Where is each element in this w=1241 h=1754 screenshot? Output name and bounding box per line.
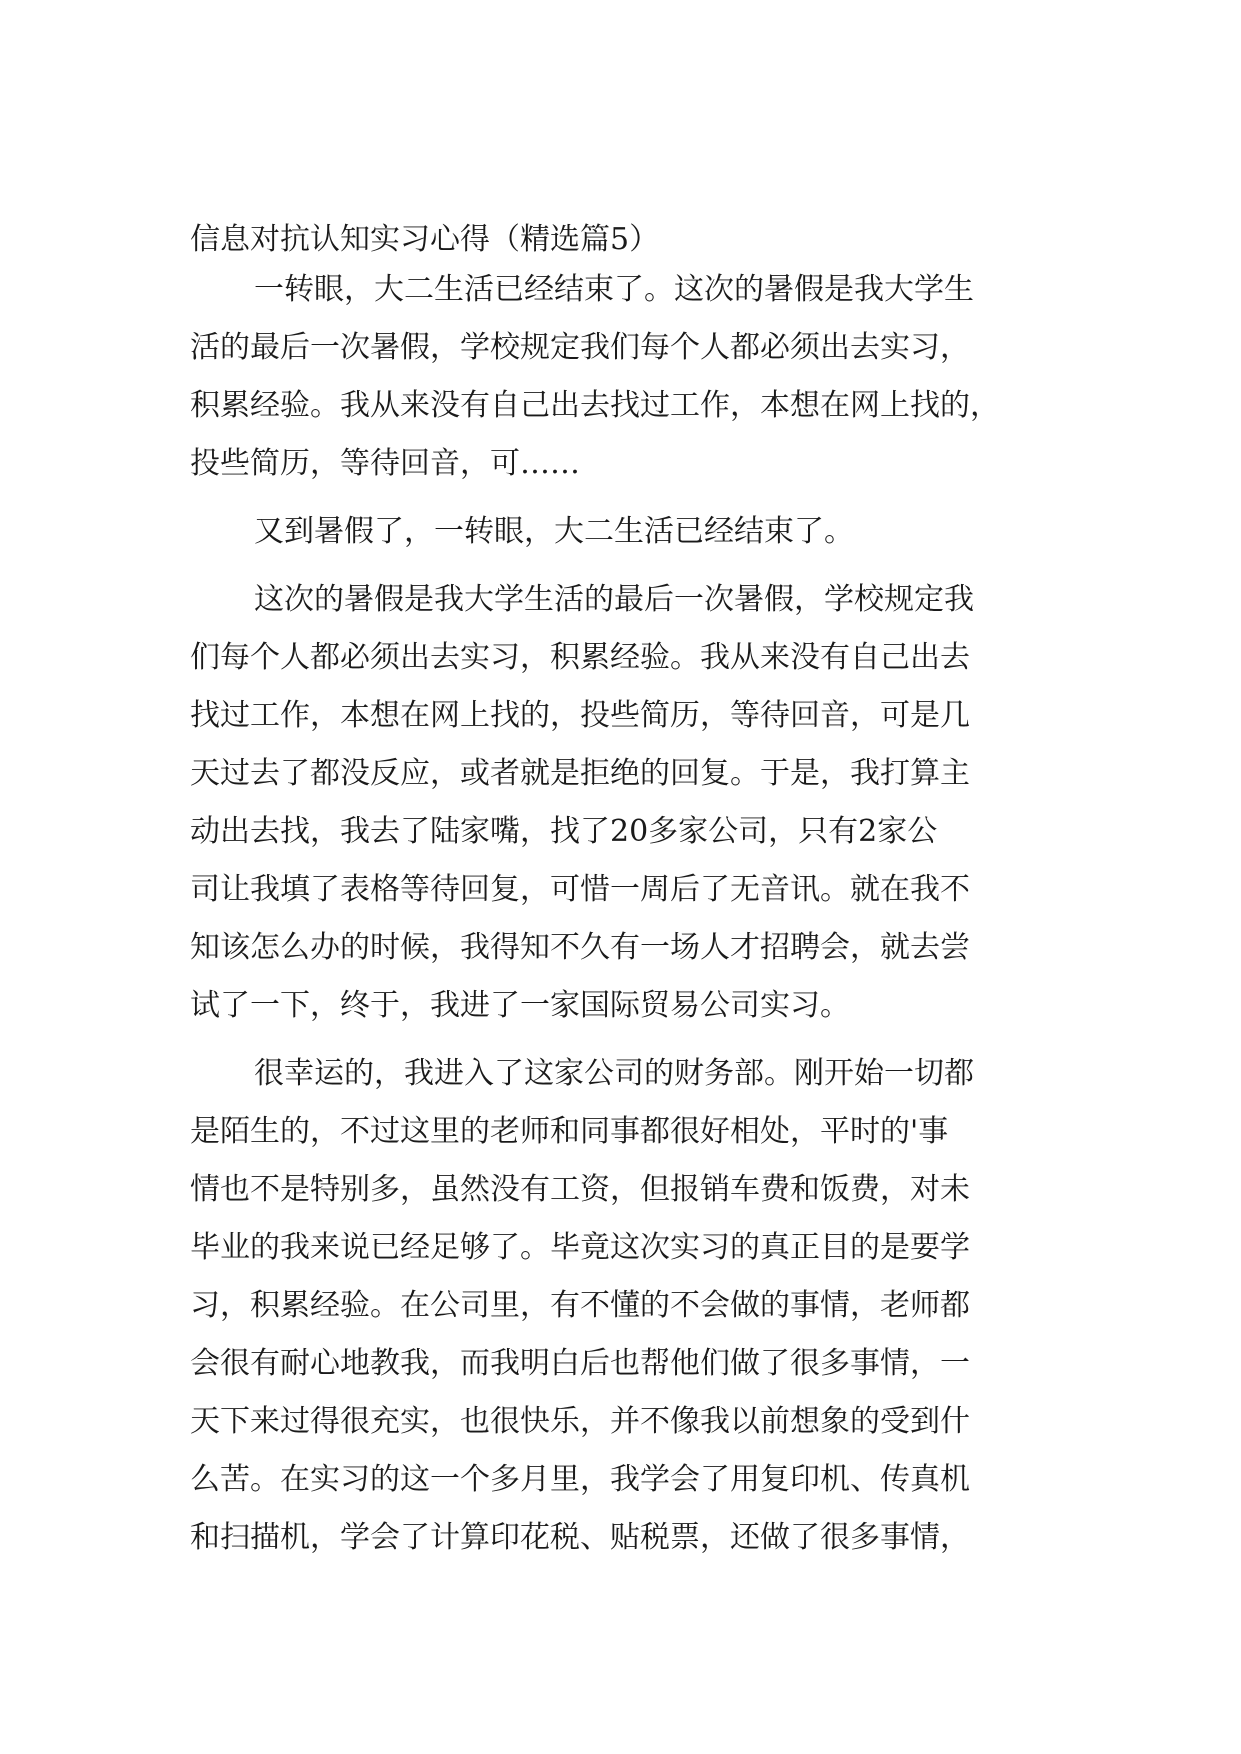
text-line: 习，积累经验。在公司里，有不懂的不会做的事情，老师都 [190,1288,970,1323]
text-line: 这次的暑假是我大学生活的最后一次暑假，学校规定我 [254,582,974,617]
text-line: 试了一下，终于，我进了一家国际贸易公司实习。 [190,988,850,1023]
text-line: 毕业的我来说已经足够了。毕竟这次实习的真正目的是要学 [190,1230,970,1265]
text-line: 一转眼，大二生活已经结束了。这次的暑假是我大学生 [254,272,974,307]
text-line: 天过去了都没反应，或者就是拒绝的回复。于是，我打算主 [190,756,970,791]
document-title: 信息对抗认知实习心得（精选篇5） [190,222,660,257]
text-line: 知该怎么办的时候，我得知不久有一场人才招聘会，就去尝 [190,930,970,965]
text-line: 么苦。在实习的这一个多月里，我学会了用复印机、传真机 [190,1462,970,1497]
text-line: 很幸运的，我进入了这家公司的财务部。刚开始一切都 [254,1056,974,1091]
text-line: 们每个人都必须出去实习，积累经验。我从来没有自己出去 [190,640,970,675]
text-line: 动出去找，我去了陆家嘴，找了20多家公司，只有2家公 [190,814,938,849]
text-line: 积累经验。我从来没有自己出去找过工作，本想在网上找的， [190,388,1000,423]
text-line: 情也不是特别多，虽然没有工资，但报销车费和饭费，对未 [190,1172,970,1207]
text-line: 会很有耐心地教我，而我明白后也帮他们做了很多事情，一 [190,1346,970,1381]
text-line: 投些简历，等待回音，可…… [190,446,580,481]
text-line: 找过工作，本想在网上找的，投些简历，等待回音，可是几 [190,698,970,733]
text-line: 是陌生的，不过这里的老师和同事都很好相处，平时的'事 [190,1114,949,1149]
text-line: 又到暑假了，一转眼，大二生活已经结束了。 [254,514,854,549]
text-line: 活的最后一次暑假，学校规定我们每个人都必须出去实习， [190,330,970,365]
text-line: 天下来过得很充实，也很快乐，并不像我以前想象的受到什 [190,1404,970,1439]
text-line: 司让我填了表格等待回复，可惜一周后了无音讯。就在我不 [190,872,970,907]
text-line: 和扫描机，学会了计算印花税、贴税票，还做了很多事情， [190,1520,970,1555]
